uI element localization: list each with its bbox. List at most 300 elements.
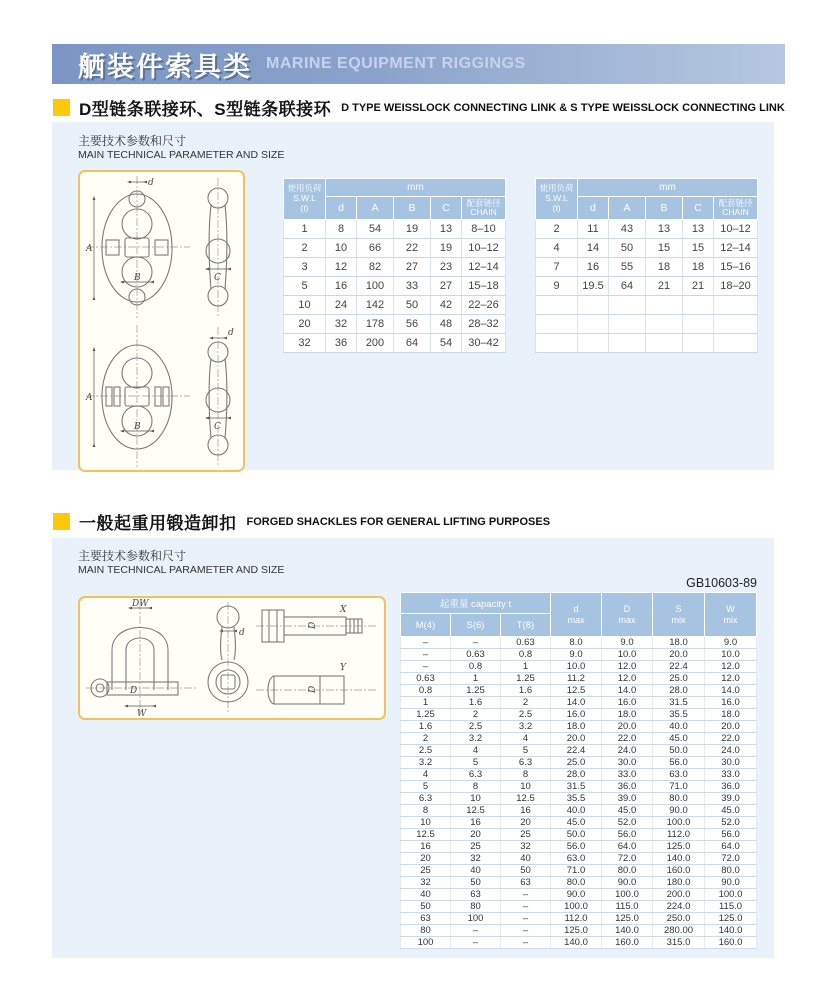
table-cell: 27 [431, 277, 462, 296]
table-row [401, 913, 757, 925]
table-cell: 125.0 [602, 913, 653, 925]
table-cell: 16 [451, 817, 501, 829]
yellow-bullet-icon [53, 99, 70, 116]
table-cell: 80.0 [551, 877, 602, 889]
table-cell: 1.25 [401, 709, 451, 721]
table-cell: 12.5 [451, 805, 501, 817]
dim-label-d: d [148, 178, 154, 188]
table-cell: 35.5 [653, 709, 705, 721]
s-type-link-diagram [80, 321, 243, 470]
table-cell: 12.0 [602, 673, 653, 685]
table-cell: 5 [401, 781, 451, 793]
table-cell: 40.0 [551, 805, 602, 817]
table-row [401, 673, 757, 685]
table-cell: – [451, 937, 501, 949]
table-cell: 1 [284, 220, 326, 239]
table-row [401, 937, 757, 949]
table-row [401, 733, 757, 745]
table-cell: 14.0 [551, 697, 602, 709]
dim-label-A: A [86, 244, 93, 254]
table-cell: 32 [326, 315, 357, 334]
table-cell: 20.0 [602, 721, 653, 733]
table-cell: 15 [646, 239, 683, 258]
col-S6: S(6) [451, 614, 501, 637]
section1-heading [53, 95, 785, 120]
table-cell [609, 315, 646, 334]
table-cell: 10–12 [714, 220, 758, 239]
table-cell: 25 [401, 865, 451, 877]
dim-label-X: X [340, 605, 347, 615]
table-row [401, 925, 757, 937]
table-cell: 16 [401, 841, 451, 853]
table-cell: 63 [401, 913, 451, 925]
table-cell: 2 [501, 697, 551, 709]
table-cell: – [401, 649, 451, 661]
table-cell: 10 [326, 239, 357, 258]
table-cell: 50 [501, 865, 551, 877]
table-cell: 25 [501, 829, 551, 841]
table-row [536, 296, 758, 315]
table-cell [714, 296, 758, 315]
table-cell: 32 [501, 841, 551, 853]
table-cell: 56 [394, 315, 431, 334]
col-T8: T(8) [501, 614, 551, 637]
table-cell: 64.0 [602, 841, 653, 853]
table-cell: 33.0 [705, 769, 757, 781]
table-cell: 90.0 [653, 805, 705, 817]
table-row [536, 239, 758, 258]
table-cell: 10.0 [551, 661, 602, 673]
table-cell: 1.25 [451, 685, 501, 697]
table-cell: 12.0 [705, 673, 757, 685]
table-cell: 31.5 [551, 781, 602, 793]
table-cell: 22.0 [705, 733, 757, 745]
table-cell: 10 [401, 817, 451, 829]
table-cell: 20.0 [705, 721, 757, 733]
table-cell: 80.0 [602, 865, 653, 877]
table-cell: 52.0 [602, 817, 653, 829]
table-cell: 140.0 [653, 853, 705, 865]
table-cell [578, 296, 609, 315]
table-row [401, 865, 757, 877]
table-cell: 100.0 [602, 889, 653, 901]
table-cell: – [501, 913, 551, 925]
table-cell: 22–26 [462, 296, 506, 315]
col-C: C [683, 197, 714, 220]
table-cell: 2 [401, 733, 451, 745]
table-row [401, 709, 757, 721]
table-cell: 20 [501, 817, 551, 829]
table-cell: 30–42 [462, 334, 506, 353]
table-cell: 22.4 [551, 745, 602, 757]
table-cell: 115.0 [602, 901, 653, 913]
table-cell: 3.2 [451, 733, 501, 745]
table-row [401, 793, 757, 805]
table-cell: 4 [536, 239, 578, 258]
table-cell: 71.0 [653, 781, 705, 793]
page-banner [52, 44, 785, 84]
yellow-bullet-icon [53, 513, 70, 530]
col-M4: M(4) [401, 614, 451, 637]
table-cell: 18.0 [551, 721, 602, 733]
table-cell: 9.0 [705, 637, 757, 649]
table-row [401, 901, 757, 913]
table-cell: 14 [578, 239, 609, 258]
table-cell: 90.0 [602, 877, 653, 889]
table-cell: 12–14 [462, 258, 506, 277]
table-cell: – [501, 925, 551, 937]
dim-label-A: A [86, 393, 93, 403]
table-cell: 71.0 [551, 865, 602, 877]
table-cell: 15–18 [462, 277, 506, 296]
dim-label-d: d [228, 328, 234, 338]
table-cell: 140.0 [602, 925, 653, 937]
table-cell: 1 [501, 661, 551, 673]
table-cell: 80.0 [653, 793, 705, 805]
connecting-link-diagram-box [78, 170, 245, 472]
table-cell: 32 [451, 853, 501, 865]
table-cell: 16.0 [551, 709, 602, 721]
table-cell: – [451, 925, 501, 937]
d-type-link-table [283, 178, 506, 353]
table-cell: 100 [401, 937, 451, 949]
table-cell: 6.3 [501, 757, 551, 769]
table-row [401, 781, 757, 793]
dim-label-D: D [308, 621, 318, 629]
col-W-mix: W mix [705, 593, 757, 637]
table-cell: 66 [357, 239, 394, 258]
col-A: A [609, 197, 646, 220]
table-cell: 28–32 [462, 315, 506, 334]
table-cell: 3 [284, 258, 326, 277]
table-cell: – [501, 901, 551, 913]
table-cell [646, 296, 683, 315]
standard-number: GB10603-89 [686, 576, 757, 590]
table-cell: 72.0 [705, 853, 757, 865]
table-cell: 42 [431, 296, 462, 315]
table-cell: 3.2 [401, 757, 451, 769]
dim-label-C: C [214, 422, 221, 432]
swl-header: 使用负荷 S.W.L (t) [536, 179, 578, 220]
table-row [401, 769, 757, 781]
table-cell: 20 [451, 829, 501, 841]
table-cell: 100 [451, 913, 501, 925]
table-cell: 13 [683, 220, 714, 239]
table-cell [578, 334, 609, 353]
col-d: d [578, 197, 609, 220]
table-cell: 43 [609, 220, 646, 239]
mm-header: mm [326, 179, 506, 197]
table-cell: 13 [646, 220, 683, 239]
table-cell: 1.6 [451, 697, 501, 709]
table-cell: – [401, 661, 451, 673]
table-cell: 20.0 [653, 649, 705, 661]
table-cell: 8 [401, 805, 451, 817]
table-cell: 2.5 [401, 745, 451, 757]
table-cell: 0.8 [401, 685, 451, 697]
table-row [284, 239, 506, 258]
table-row [401, 721, 757, 733]
table-cell: 48 [431, 315, 462, 334]
table-cell: 52.0 [705, 817, 757, 829]
table-cell: 22.0 [602, 733, 653, 745]
table-cell: 50 [451, 877, 501, 889]
col-d-max: d max [551, 593, 602, 637]
table-cell: 18.0 [653, 637, 705, 649]
table-cell: 56.0 [653, 757, 705, 769]
table-cell: 54 [357, 220, 394, 239]
table-cell: 12–14 [714, 239, 758, 258]
banner-title-zh: 舾装件索具类 [78, 51, 252, 82]
table-row [536, 334, 758, 353]
table-cell: 50 [401, 901, 451, 913]
table-cell: 18–20 [714, 277, 758, 296]
table-row [401, 685, 757, 697]
table-cell: 16 [501, 805, 551, 817]
table-cell: 1.6 [501, 685, 551, 697]
table-cell: 224.0 [653, 901, 705, 913]
table-cell: 50 [609, 239, 646, 258]
table-cell: 115.0 [705, 901, 757, 913]
section2-title-en: FORGED SHACKLES FOR GENERAL LIFTING PURPOSES [246, 515, 551, 528]
table-cell: 4 [501, 733, 551, 745]
table-cell: 16 [326, 277, 357, 296]
col-D-max: D max [602, 593, 653, 637]
d-type-link-diagram [80, 172, 243, 321]
table-cell: – [401, 637, 451, 649]
table-cell: 20.0 [551, 733, 602, 745]
table-row [401, 889, 757, 901]
table-cell: 36.0 [602, 781, 653, 793]
table-cell: 50 [394, 296, 431, 315]
dim-label-Y: Y [340, 663, 346, 673]
table-cell: 100.0 [551, 901, 602, 913]
table-cell: 40.0 [653, 721, 705, 733]
table-cell: 45.0 [653, 733, 705, 745]
table-cell [536, 334, 578, 353]
table-cell: 80 [451, 901, 501, 913]
table-cell: 142 [357, 296, 394, 315]
table-cell: 280.00 [653, 925, 705, 937]
table-row [536, 258, 758, 277]
table-cell: 63 [451, 889, 501, 901]
table-cell: 45.0 [551, 817, 602, 829]
dim-label-B: B [134, 273, 141, 283]
col-S-mix: S mix [653, 593, 705, 637]
section2-param-en: MAIN TECHNICAL PARAMETER AND SIZE [78, 564, 285, 576]
table-cell: 45.0 [602, 805, 653, 817]
table-cell: 9.0 [551, 649, 602, 661]
table-cell: – [501, 937, 551, 949]
table-cell [683, 315, 714, 334]
table-cell: 30.0 [705, 757, 757, 769]
table-cell: 15–16 [714, 258, 758, 277]
table-row [401, 829, 757, 841]
table-cell: 2.5 [501, 709, 551, 721]
section2-heading [53, 509, 550, 534]
table-row [284, 296, 506, 315]
table-cell [683, 334, 714, 353]
table-cell: 0.63 [451, 649, 501, 661]
table-row [536, 220, 758, 239]
s-type-link-table [535, 178, 758, 353]
table-cell: 10.0 [705, 649, 757, 661]
table-row [401, 853, 757, 865]
table-cell: 10 [284, 296, 326, 315]
table-cell: 178 [357, 315, 394, 334]
dim-label-W: W [137, 709, 147, 718]
table-cell: 160.0 [705, 937, 757, 949]
table-cell [683, 296, 714, 315]
table-cell: 24.0 [602, 745, 653, 757]
table-cell: 20 [401, 853, 451, 865]
table-cell: 12 [326, 258, 357, 277]
table-cell: 64.0 [705, 841, 757, 853]
table-cell: 8–10 [462, 220, 506, 239]
table-row [284, 334, 506, 353]
table-cell: 19 [431, 239, 462, 258]
table-cell: 10.0 [602, 649, 653, 661]
table-cell: 160.0 [602, 937, 653, 949]
table-cell: 1 [401, 697, 451, 709]
table-cell: 56.0 [705, 829, 757, 841]
table-cell: 4 [401, 769, 451, 781]
section1-title-en: D TYPE WEISSLOCK CONNECTING LINK & S TYPE WEISSLOCK CONNECTING LINK [341, 101, 785, 114]
table-cell: 100.0 [705, 889, 757, 901]
table-cell [646, 334, 683, 353]
col-B: B [394, 197, 431, 220]
table-cell: 72.0 [602, 853, 653, 865]
table-row [401, 877, 757, 889]
capacity-header: 起重量 capacity t [401, 593, 551, 614]
table-cell: 125.0 [551, 925, 602, 937]
mm-header: mm [578, 179, 758, 197]
table-cell: 28.0 [551, 769, 602, 781]
dim-label-B: B [134, 422, 141, 432]
table-cell: 18.0 [705, 709, 757, 721]
chain-header: 配套链径 CHAIN [462, 197, 506, 220]
table-cell: 6.3 [451, 769, 501, 781]
table-cell: 16.0 [705, 697, 757, 709]
table-cell: 180.0 [653, 877, 705, 889]
table-cell: 100 [357, 277, 394, 296]
table-cell: 35.5 [551, 793, 602, 805]
dim-label-d: d [239, 628, 245, 638]
table-cell: 12.0 [602, 661, 653, 673]
table-cell [536, 315, 578, 334]
table-cell: 12.5 [501, 793, 551, 805]
table-cell: 2 [284, 239, 326, 258]
table-cell: 39.0 [602, 793, 653, 805]
section2-title-zh: 一般起重用锻造卸扣 [79, 514, 237, 533]
table-cell: 100.0 [653, 817, 705, 829]
table-cell: 10–12 [462, 239, 506, 258]
table-cell: 12.0 [705, 661, 757, 673]
table-cell: 80 [401, 925, 451, 937]
table-cell: 33 [394, 277, 431, 296]
table-cell: 15 [683, 239, 714, 258]
table-cell: 50.0 [551, 829, 602, 841]
table-cell: 36.0 [705, 781, 757, 793]
table-cell: 24.0 [705, 745, 757, 757]
table-row [401, 637, 757, 649]
table-cell: 3.2 [501, 721, 551, 733]
table-cell: 14.0 [602, 685, 653, 697]
table-row [284, 277, 506, 296]
table-row [401, 817, 757, 829]
table-cell: 12.5 [551, 685, 602, 697]
table-cell: 10 [451, 793, 501, 805]
col-A: A [357, 197, 394, 220]
dim-label-D: D [130, 686, 138, 696]
table-cell: 11.2 [551, 673, 602, 685]
table-row [284, 220, 506, 239]
table-cell: 39.0 [705, 793, 757, 805]
section2-param-zh: 主要技术参数和尺寸 [78, 549, 187, 563]
table-cell: 200 [357, 334, 394, 353]
table-cell: 32 [401, 877, 451, 889]
table-cell: 315.0 [653, 937, 705, 949]
table-cell: 19 [394, 220, 431, 239]
table-cell [536, 296, 578, 315]
table-cell: 50.0 [653, 745, 705, 757]
table-cell: 40 [501, 853, 551, 865]
table-cell: 200.0 [653, 889, 705, 901]
table-cell: 45.0 [705, 805, 757, 817]
table-row [536, 277, 758, 296]
dim-label-C: C [214, 273, 221, 283]
col-d: d [326, 197, 357, 220]
table-row [401, 805, 757, 817]
table-cell: 28.0 [653, 685, 705, 697]
table-cell: 18 [683, 258, 714, 277]
table-cell: 16 [578, 258, 609, 277]
section1-title-zh: D型链条联接环、S型链条联接环 [79, 100, 332, 119]
table-cell: 8 [501, 769, 551, 781]
table-cell: 25 [451, 841, 501, 853]
table-cell: 25.0 [551, 757, 602, 769]
dim-label-DW: DW [132, 599, 149, 609]
table-cell: 6.3 [401, 793, 451, 805]
table-cell: 13 [431, 220, 462, 239]
table-row [536, 315, 758, 334]
table-cell: 20 [284, 315, 326, 334]
table-cell: 27 [394, 258, 431, 277]
section1-param-en: MAIN TECHNICAL PARAMETER AND SIZE [78, 149, 285, 161]
table-cell: 2 [536, 220, 578, 239]
table-cell: 54 [431, 334, 462, 353]
table-cell: 22.4 [653, 661, 705, 673]
shackle-diagram-box [78, 596, 386, 720]
table-cell: 36 [326, 334, 357, 353]
table-row [401, 757, 757, 769]
table-cell: 16.0 [602, 697, 653, 709]
table-row [401, 745, 757, 757]
table-cell: 31.5 [653, 697, 705, 709]
table-cell: 33.0 [602, 769, 653, 781]
table-cell: 5 [451, 757, 501, 769]
table-cell [609, 296, 646, 315]
table-cell: 9.0 [602, 637, 653, 649]
table-cell: 12.5 [401, 829, 451, 841]
table-row [401, 661, 757, 673]
table-cell: 11 [578, 220, 609, 239]
table-cell: 0.8 [501, 649, 551, 661]
table-cell: 2.5 [451, 721, 501, 733]
table-cell: 40 [451, 865, 501, 877]
table-cell: 21 [683, 277, 714, 296]
table-cell: 56.0 [602, 829, 653, 841]
